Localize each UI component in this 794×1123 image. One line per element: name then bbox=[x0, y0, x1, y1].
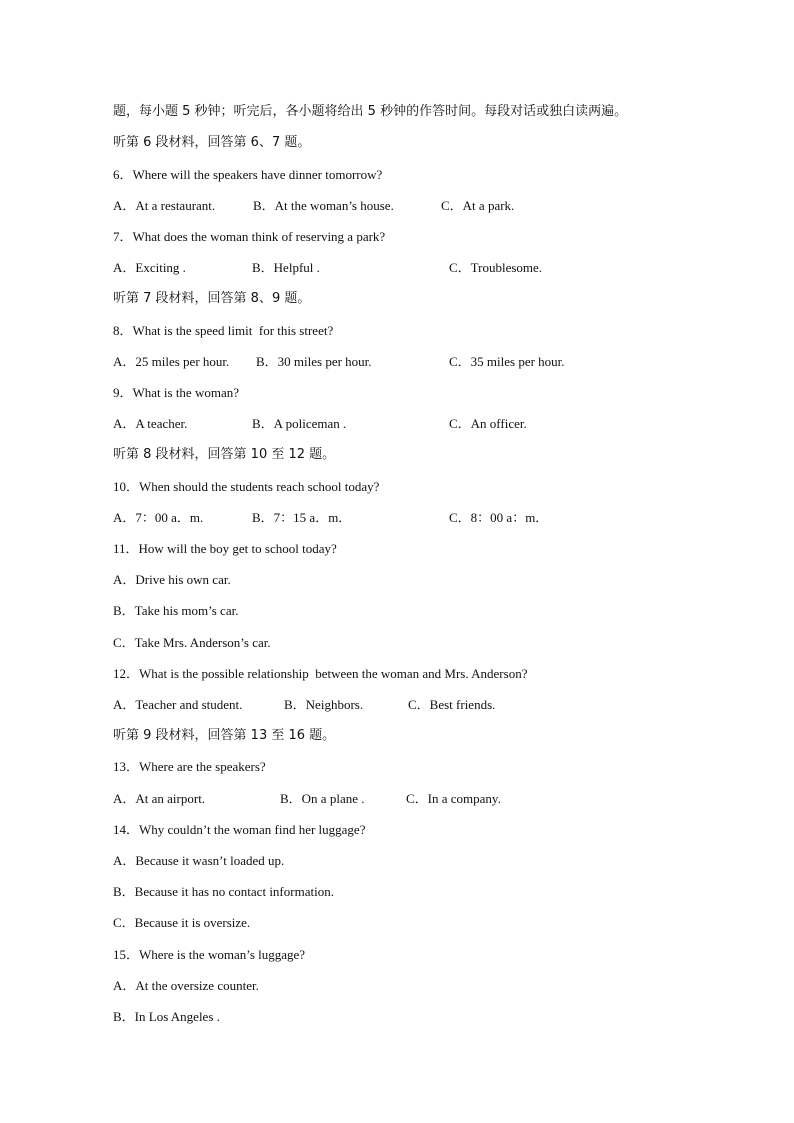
q8-option-c: C．35 miles per hour. bbox=[449, 354, 565, 369]
q11-option-a: A．Drive his own car. bbox=[113, 572, 231, 587]
section-8-heading: 听第 8 段材料，回答第 10 至 12 题。 bbox=[113, 447, 336, 462]
q10-option-a: A．7：00 a．m. bbox=[113, 510, 204, 525]
q6-option-c: C．At a park. bbox=[441, 198, 515, 213]
q15-option-a: A．At the oversize counter. bbox=[113, 978, 259, 993]
q14-option-c: C．Because it is oversize. bbox=[113, 915, 251, 930]
q14-option-b: B．Because it has no contact information. bbox=[113, 884, 334, 899]
q8-option-a: A．25 miles per hour. bbox=[113, 354, 230, 369]
q9-option-b: B．A policeman . bbox=[252, 416, 347, 431]
section-7-heading: 听第 7 段材料，回答第 8、9 题。 bbox=[113, 291, 311, 306]
q13-option-b: B．On a plane . bbox=[280, 791, 365, 806]
q11-option-b: B．Take his mom’s car. bbox=[113, 603, 239, 618]
q7-option-a: A．Exciting . bbox=[113, 260, 186, 275]
q9-option-c: C．An officer. bbox=[449, 416, 527, 431]
question-15: 15．Where is the woman’s luggage? bbox=[113, 947, 306, 962]
question-9: 9．What is the woman? bbox=[113, 385, 239, 400]
section-9-heading: 听第 9 段材料，回答第 13 至 16 题。 bbox=[113, 728, 336, 743]
q7-option-b: B．Helpful . bbox=[252, 260, 320, 275]
q6-option-b: B．At the woman’s house. bbox=[253, 198, 394, 213]
instructions-continued: 题，每小题 5 秒钟；听完后，各小题将给出 5 秒钟的作答时间。每段对话或独白读两遍。 bbox=[113, 104, 628, 119]
question-6: 6．Where will the speakers have dinner tomorrow? bbox=[113, 167, 383, 182]
q6-option-a: A．At a restaurant. bbox=[113, 198, 216, 213]
q14-option-a: A．Because it wasn’t loaded up. bbox=[113, 853, 285, 868]
q12-option-c: C．Best friends. bbox=[408, 697, 496, 712]
section-6-heading: 听第 6 段材料，回答第 6、7 题。 bbox=[113, 135, 311, 150]
q10-option-c: C．8：00 a：m． bbox=[449, 510, 549, 525]
q13-option-a: A．At an airport. bbox=[113, 791, 206, 806]
question-13: 13．Where are the speakers? bbox=[113, 759, 266, 774]
q15-option-b: B．In Los Angeles . bbox=[113, 1009, 220, 1024]
question-10: 10．When should the students reach school today? bbox=[113, 479, 380, 494]
q10-option-b: B．7：15 a．m． bbox=[252, 510, 352, 525]
question-7: 7．What does the woman think of reserving a park? bbox=[113, 229, 386, 244]
q8-option-b: B．30 miles per hour. bbox=[256, 354, 372, 369]
q11-option-c: C．Take Mrs. Anderson’s car. bbox=[113, 635, 271, 650]
q12-option-a: A．Teacher and student. bbox=[113, 697, 243, 712]
question-14: 14．Why couldn’t the woman find her luggage? bbox=[113, 822, 366, 837]
q7-option-c: C．Troublesome. bbox=[449, 260, 543, 275]
q9-option-a: A．A teacher. bbox=[113, 416, 188, 431]
q12-option-b: B．Neighbors. bbox=[284, 697, 364, 712]
q13-option-c: C．In a company. bbox=[406, 791, 501, 806]
question-8: 8．What is the speed limit for this street? bbox=[113, 323, 334, 338]
question-11: 11．How will the boy get to school today? bbox=[113, 541, 337, 556]
question-12: 12．What is the possible relationship between the woman and Mrs. Anderson? bbox=[113, 666, 528, 681]
